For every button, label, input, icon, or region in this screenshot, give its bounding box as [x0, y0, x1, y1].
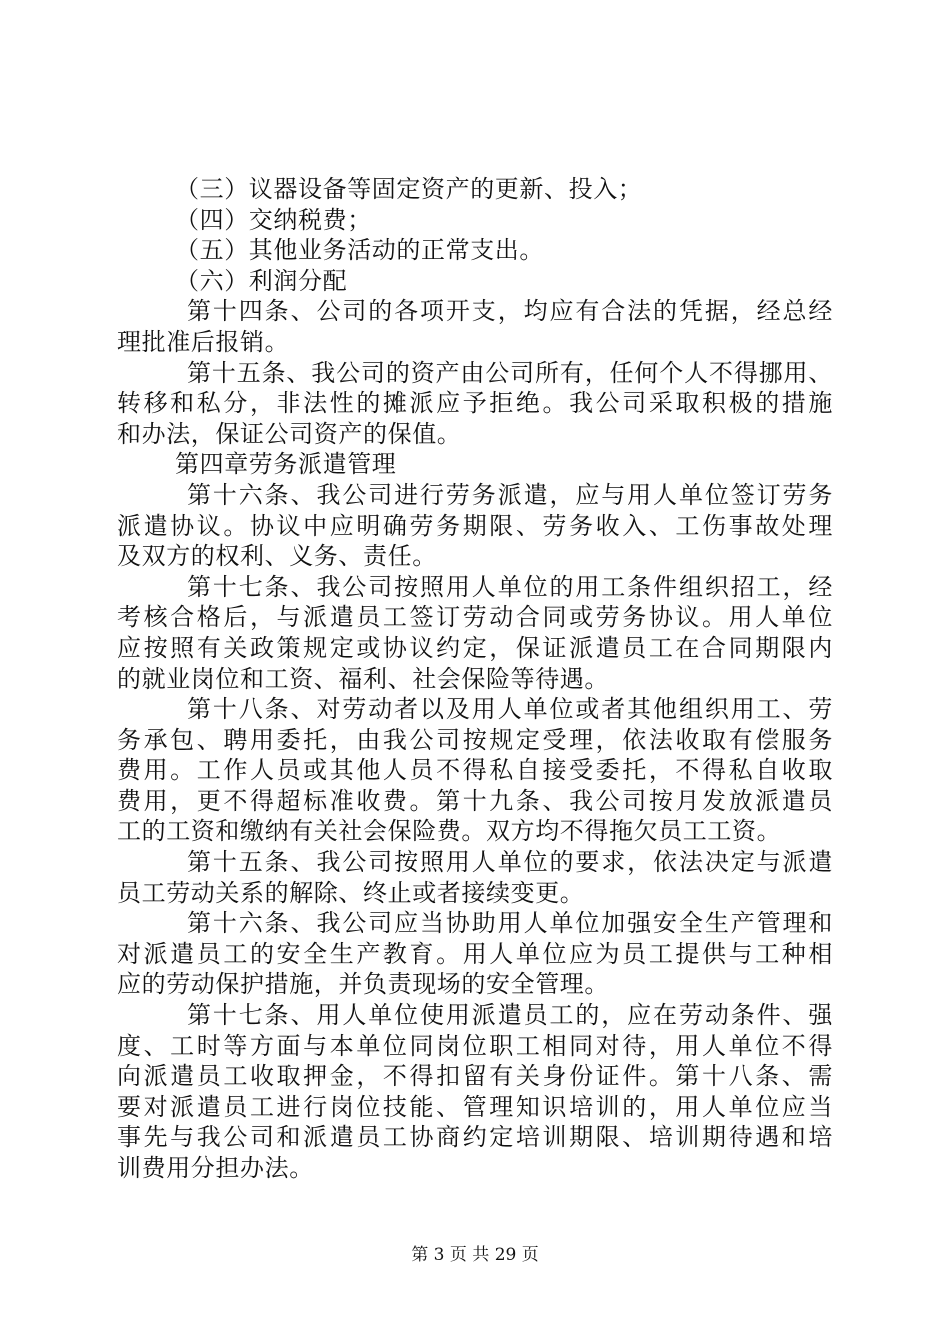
text-line: 费用。工作人员或其他人员不得私自接受委托，不得私自收取	[117, 756, 833, 785]
text-line: 训费用分担办法。	[117, 1154, 314, 1182]
text-line: 费用，更不得超标准收费。第十九条、我公司按月发放派遣员	[117, 786, 833, 815]
text-line: 向派遣员工收取押金，不得扣留有关身份证件。第十八条、需	[117, 1062, 833, 1091]
text-line: 事先与我公司和派遣员工协商约定培训期限、培训期待遇和培	[117, 1123, 833, 1152]
text-line: 员工劳动关系的解除、终止或者接续变更。	[117, 878, 585, 907]
text-line: 第十五条、我公司按照用人单位的要求，依法决定与派遣	[187, 848, 833, 877]
text-line: （六）利润分配	[175, 266, 348, 295]
text-line: 务承包、聘用委托，由我公司按规定受理，依法收取有偿服务	[117, 725, 833, 754]
text-line: 转移和私分，非法性的摊派应予拒绝。我公司采取积极的措施	[117, 389, 833, 418]
text-line: （五）其他业务活动的正常支出。	[175, 236, 544, 265]
text-line: 工的工资和缴纳有关社会保险费。双方均不得拖欠员工工资。	[117, 817, 782, 846]
text-line: 考核合格后，与派遣员工签订劳动合同或劳务协议。用人单位	[117, 603, 833, 632]
text-line: 的就业岗位和工资、福利、社会保险等待遇。	[117, 664, 609, 693]
text-line: 第十八条、对劳动者以及用人单位或者其他组织用工、劳	[187, 695, 833, 724]
page-number-footer: 第 3 页 共 29 页	[411, 1245, 539, 1265]
text-line: （四）交纳税费；	[175, 205, 372, 234]
text-line: 和办法，保证公司资产的保值。	[117, 419, 462, 448]
text-line: 及双方的权利、义务、责任。	[117, 542, 437, 571]
text-line: 要对派遣员工进行岗位技能、管理知识培训的，用人单位应当	[117, 1092, 833, 1121]
section-heading: 第四章劳务派遣管理	[175, 450, 397, 479]
document-body	[117, 174, 833, 1184]
text-line: 第十七条、我公司按照用人单位的用工条件组织招工，经	[187, 572, 833, 601]
text-line: 第十六条、我公司应当协助用人单位加强安全生产管理和	[187, 909, 833, 938]
text-line: （三）议器设备等固定资产的更新、投入；	[175, 175, 643, 203]
text-line: 应按照有关政策规定或协议约定，保证派遣员工在合同期限内	[117, 633, 833, 662]
text-line: 第十六条、我公司进行劳务派遣，应与用人单位签订劳务	[187, 480, 833, 509]
text-line: 度、工时等方面与本单位同岗位职工相同对待，用人单位不得	[117, 1031, 833, 1060]
text-line: 对派遣员工的安全生产教育。用人单位应为员工提供与工种相	[117, 939, 833, 968]
text-line: 派遣协议。协议中应明确劳务期限、劳务收入、工伤事故处理	[117, 511, 833, 540]
text-line: 第十七条、用人单位使用派遣员工的，应在劳动条件、强	[187, 1001, 833, 1030]
text-line: 应的劳动保护措施，并负责现场的安全管理。	[117, 970, 609, 999]
text-line: 理批准后报销。	[117, 327, 290, 356]
text-line: 第十四条、公司的各项开支，均应有合法的凭据，经总经	[187, 297, 833, 326]
text-line: 第十五条、我公司的资产由公司所有，任何个人不得挪用、	[187, 358, 833, 387]
